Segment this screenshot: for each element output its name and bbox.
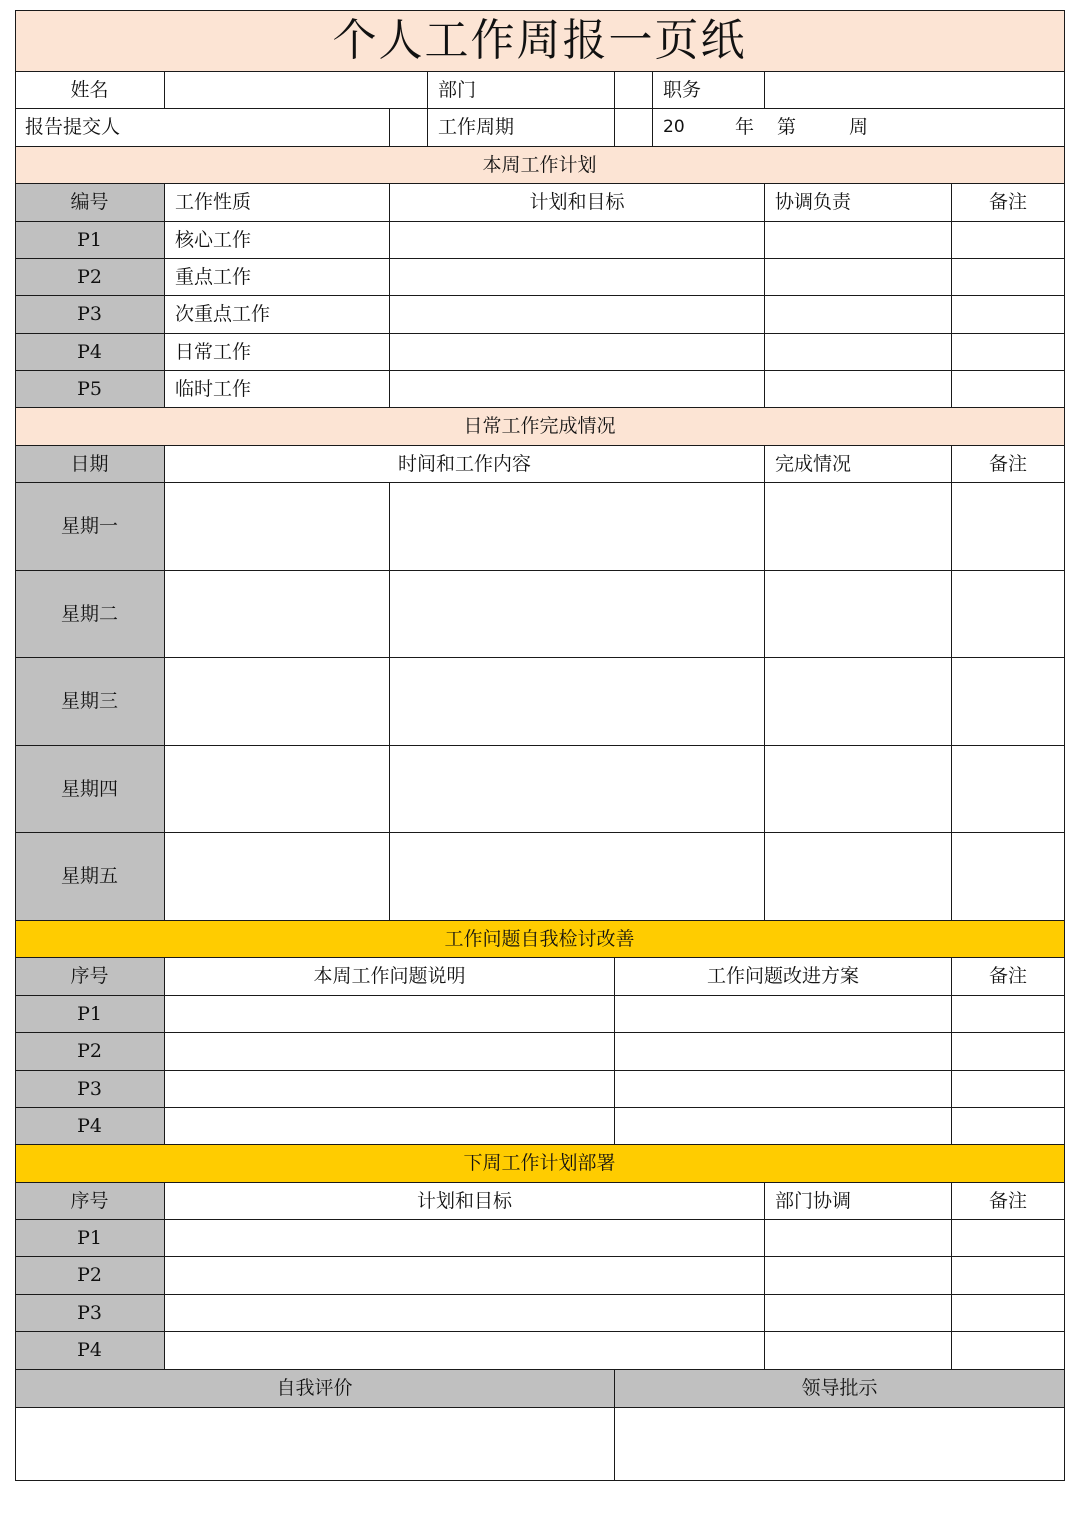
next-row-id: P3 <box>15 1295 165 1332</box>
plan-row-coord-field[interactable] <box>765 334 952 371</box>
plan-section-title: 本周工作计划 <box>15 147 1065 184</box>
next-row-goal-field[interactable] <box>165 1332 765 1370</box>
daily-row-status-field[interactable] <box>765 746 952 833</box>
issues-row-desc-field[interactable] <box>165 1071 615 1108</box>
daily-row-content-field[interactable] <box>390 483 765 571</box>
plan-row-id: P3 <box>15 296 165 334</box>
next-row-goal-field[interactable] <box>165 1257 765 1295</box>
plan-row-type: 临时工作 <box>165 371 390 408</box>
plan-row-goal-field[interactable] <box>390 296 765 334</box>
next-row-note-field[interactable] <box>952 1332 1065 1370</box>
period-week-suffix: 周 <box>849 116 869 138</box>
daily-row-time-field[interactable] <box>165 746 390 833</box>
next-col-id: 序号 <box>15 1183 165 1220</box>
plan-col-type: 工作性质 <box>165 184 390 222</box>
issues-row-id: P2 <box>15 1033 165 1071</box>
daily-row-note-field[interactable] <box>952 483 1065 571</box>
issues-row-id: P4 <box>15 1108 165 1145</box>
daily-row-day: 星期四 <box>15 746 165 833</box>
next-row-coord-field[interactable] <box>765 1220 952 1257</box>
issues-row-note-field[interactable] <box>952 1033 1065 1071</box>
daily-row-note-field[interactable] <box>952 571 1065 658</box>
daily-row-day: 星期五 <box>15 833 165 921</box>
daily-col-content: 时间和工作内容 <box>165 446 765 483</box>
daily-col-status: 完成情况 <box>765 446 952 483</box>
period-label: 工作周期 <box>428 109 615 147</box>
daily-row-content-field[interactable] <box>390 746 765 833</box>
daily-section-title: 日常工作完成情况 <box>15 408 1065 446</box>
plan-row-coord-field[interactable] <box>765 371 952 408</box>
issues-row-plan-field[interactable] <box>615 996 952 1033</box>
plan-row-note-field[interactable] <box>952 371 1065 408</box>
self-eval-label: 自我评价 <box>15 1370 615 1408</box>
period-week-prefix: 第 <box>777 116 797 138</box>
issues-row-desc-field[interactable] <box>165 1033 615 1071</box>
issues-row-id: P1 <box>15 996 165 1033</box>
name-field[interactable] <box>165 72 428 109</box>
issues-section-title: 工作问题自我检讨改善 <box>15 921 1065 958</box>
issues-row-plan-field[interactable] <box>615 1108 952 1145</box>
daily-row-note-field[interactable] <box>952 833 1065 921</box>
next-row-coord-field[interactable] <box>765 1295 952 1332</box>
leader-field[interactable] <box>615 1408 1065 1481</box>
plan-row-goal-field[interactable] <box>390 259 765 296</box>
daily-row-status-field[interactable] <box>765 833 952 921</box>
plan-col-coord: 协调负责 <box>765 184 952 222</box>
next-row-id: P1 <box>15 1220 165 1257</box>
plan-row-coord-field[interactable] <box>765 259 952 296</box>
plan-row-goal-field[interactable] <box>390 371 765 408</box>
period-year-suffix: 年 <box>735 116 755 138</box>
next-row-id: P4 <box>15 1332 165 1370</box>
next-col-goal: 计划和目标 <box>165 1183 765 1220</box>
next-col-coord: 部门协调 <box>765 1183 952 1220</box>
daily-row-time-field[interactable] <box>165 483 390 571</box>
plan-row-note-field[interactable] <box>952 222 1065 259</box>
daily-row-day: 星期二 <box>15 571 165 658</box>
plan-row-type: 重点工作 <box>165 259 390 296</box>
period-spacer <box>615 109 653 147</box>
issues-row-note-field[interactable] <box>952 1108 1065 1145</box>
issues-row-plan-field[interactable] <box>615 1071 952 1108</box>
daily-row-time-field[interactable] <box>165 571 390 658</box>
next-row-coord-field[interactable] <box>765 1257 952 1295</box>
page-title: 个人工作周报一页纸 <box>15 10 1065 72</box>
daily-row-status-field[interactable] <box>765 571 952 658</box>
plan-row-note-field[interactable] <box>952 296 1065 334</box>
submitter-field[interactable] <box>390 109 428 147</box>
issues-col-desc: 本周工作问题说明 <box>165 958 615 996</box>
name-label: 姓名 <box>15 72 165 109</box>
issues-col-id: 序号 <box>15 958 165 996</box>
next-row-coord-field[interactable] <box>765 1332 952 1370</box>
plan-row-note-field[interactable] <box>952 259 1065 296</box>
plan-col-id: 编号 <box>15 184 165 222</box>
daily-row-status-field[interactable] <box>765 658 952 746</box>
next-row-note-field[interactable] <box>952 1257 1065 1295</box>
issues-col-note: 备注 <box>952 958 1065 996</box>
issues-row-plan-field[interactable] <box>615 1033 952 1071</box>
next-row-note-field[interactable] <box>952 1220 1065 1257</box>
period-year-prefix: 20 <box>663 117 685 137</box>
plan-col-goal: 计划和目标 <box>390 184 765 222</box>
position-label: 职务 <box>653 72 765 109</box>
position-field[interactable] <box>765 72 1065 109</box>
next-row-note-field[interactable] <box>952 1295 1065 1332</box>
plan-row-type: 日常工作 <box>165 334 390 371</box>
daily-row-time-field[interactable] <box>165 833 390 921</box>
issues-row-note-field[interactable] <box>952 1071 1065 1108</box>
daily-row-content-field[interactable] <box>390 571 765 658</box>
daily-col-date: 日期 <box>15 446 165 483</box>
dept-label: 部门 <box>428 72 615 109</box>
next-row-goal-field[interactable] <box>165 1295 765 1332</box>
daily-col-note: 备注 <box>952 446 1065 483</box>
plan-row-id: P1 <box>15 222 165 259</box>
daily-row-time-field[interactable] <box>165 658 390 746</box>
next-col-note: 备注 <box>952 1183 1065 1220</box>
plan-row-type: 次重点工作 <box>165 296 390 334</box>
daily-row-day: 星期三 <box>15 658 165 746</box>
submitter-label: 报告提交人 <box>15 109 390 147</box>
issues-col-plan: 工作问题改进方案 <box>615 958 952 996</box>
daily-row-content-field[interactable] <box>390 833 765 921</box>
plan-row-goal-field[interactable] <box>390 222 765 259</box>
plan-row-type: 核心工作 <box>165 222 390 259</box>
dept-field[interactable] <box>615 72 653 109</box>
plan-row-coord-field[interactable] <box>765 296 952 334</box>
plan-row-id: P4 <box>15 334 165 371</box>
daily-row-note-field[interactable] <box>952 746 1065 833</box>
plan-row-goal-field[interactable] <box>390 334 765 371</box>
period-field[interactable] <box>653 109 1065 147</box>
self-eval-field[interactable] <box>15 1408 615 1481</box>
plan-row-coord-field[interactable] <box>765 222 952 259</box>
daily-row-content-field[interactable] <box>390 658 765 746</box>
issues-row-note-field[interactable] <box>952 996 1065 1033</box>
plan-col-note: 备注 <box>952 184 1065 222</box>
plan-row-id: P2 <box>15 259 165 296</box>
next-row-id: P2 <box>15 1257 165 1295</box>
issues-row-desc-field[interactable] <box>165 996 615 1033</box>
daily-row-day: 星期一 <box>15 483 165 571</box>
daily-row-status-field[interactable] <box>765 483 952 571</box>
plan-row-note-field[interactable] <box>952 334 1065 371</box>
daily-row-note-field[interactable] <box>952 658 1065 746</box>
next-row-goal-field[interactable] <box>165 1220 765 1257</box>
issues-row-id: P3 <box>15 1071 165 1108</box>
leader-label: 领导批示 <box>615 1370 1065 1408</box>
plan-row-id: P5 <box>15 371 165 408</box>
issues-row-desc-field[interactable] <box>165 1108 615 1145</box>
next-section-title: 下周工作计划部署 <box>15 1145 1065 1183</box>
